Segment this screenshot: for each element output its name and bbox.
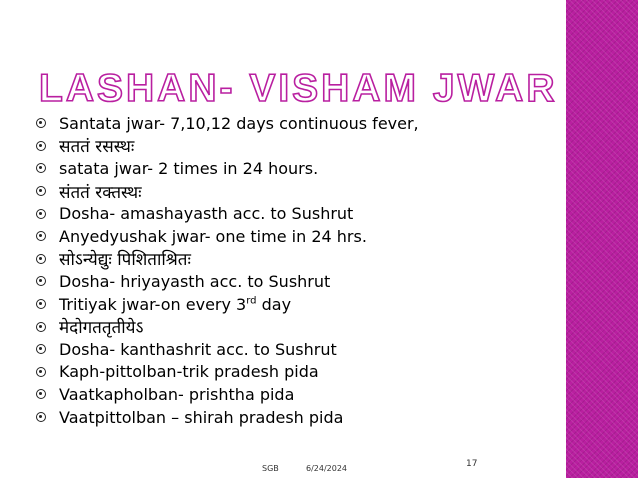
bullet-item: [36, 157, 556, 180]
bullet-text: सोऽन्येद्युः पिशिताश्रितः: [59, 250, 191, 271]
circle-dot-bullet-icon: [36, 186, 46, 196]
bullet-item: [36, 180, 556, 203]
bullet-text: Dosha- hriyayasth acc. to Sushrut: [59, 271, 331, 291]
circle-dot-bullet-icon: [36, 254, 46, 264]
decorative-side-band: [566, 0, 638, 478]
circle-dot-bullet-icon: [36, 209, 46, 219]
circle-dot-bullet-icon: [36, 389, 46, 399]
bullet-text: satata jwar- 2 times in 24 hours.: [59, 158, 319, 178]
circle-dot-bullet-icon: [36, 412, 46, 422]
bullet-item: [36, 248, 556, 271]
bullet-text: Dosha- amashayasth acc. to Sushrut: [59, 204, 354, 224]
bullet-item: [36, 315, 556, 338]
bullet-text-after: day: [256, 294, 292, 314]
circle-dot-bullet-icon: [36, 322, 46, 332]
bullet-text: Dosha- kanthashrit acc. to Sushrut: [59, 339, 337, 359]
bullet-item: [36, 338, 556, 361]
circle-dot-bullet-icon: [36, 299, 46, 309]
bullet-item: [36, 406, 556, 429]
bullet-text: संततं रक्तस्थः: [59, 182, 142, 203]
circle-dot-bullet-icon: [36, 118, 46, 128]
circle-dot-bullet-icon: [36, 163, 46, 173]
slide-title-svg: [36, 60, 558, 110]
slide-title-text: LASHAN- VISHAM JWAR: [39, 67, 558, 110]
bullet-text-before: Tritiyak jwar-on every 3: [59, 294, 247, 314]
bullet-text: Kaph-pittolban-trik pradesh pida: [59, 362, 319, 382]
bullet-text: सततं रसस्थः: [59, 137, 135, 158]
bullet-text: Vaatkapholban- prishtha pida: [59, 384, 295, 404]
bullet-item: [36, 270, 556, 293]
circle-dot-bullet-icon: [36, 141, 46, 151]
circle-dot-bullet-icon: [36, 344, 46, 354]
bullet-text: Anyedyushak jwar- one time in 24 hrs.: [59, 226, 367, 246]
bullet-text: [59, 295, 291, 314]
bullet-item: [36, 225, 556, 248]
page-number: 17: [466, 459, 478, 469]
bullet-text: Vaatpittolban – shirah pradesh pida: [59, 407, 344, 427]
bullet-item: [36, 112, 556, 135]
bullet-item: [36, 202, 556, 225]
slide-title: [36, 60, 558, 110]
bullet-item: [36, 361, 556, 384]
bullet-item: [36, 293, 556, 316]
circle-dot-bullet-icon: [36, 367, 46, 377]
circle-dot-bullet-icon: [36, 276, 46, 286]
circle-dot-bullet-icon: [36, 231, 46, 241]
footer-date: 6/24/2024: [306, 464, 348, 473]
bullet-list: [36, 112, 556, 428]
bullet-text: मेदोगततृतीयेऽ: [59, 318, 144, 339]
bullet-item: [36, 135, 556, 158]
footer-author: SGB: [262, 464, 279, 473]
bullet-item: [36, 383, 556, 406]
ordinal-superscript: rd: [246, 295, 257, 307]
bullet-text: Santata jwar- 7,10,12 days continuous fever,: [59, 113, 419, 133]
